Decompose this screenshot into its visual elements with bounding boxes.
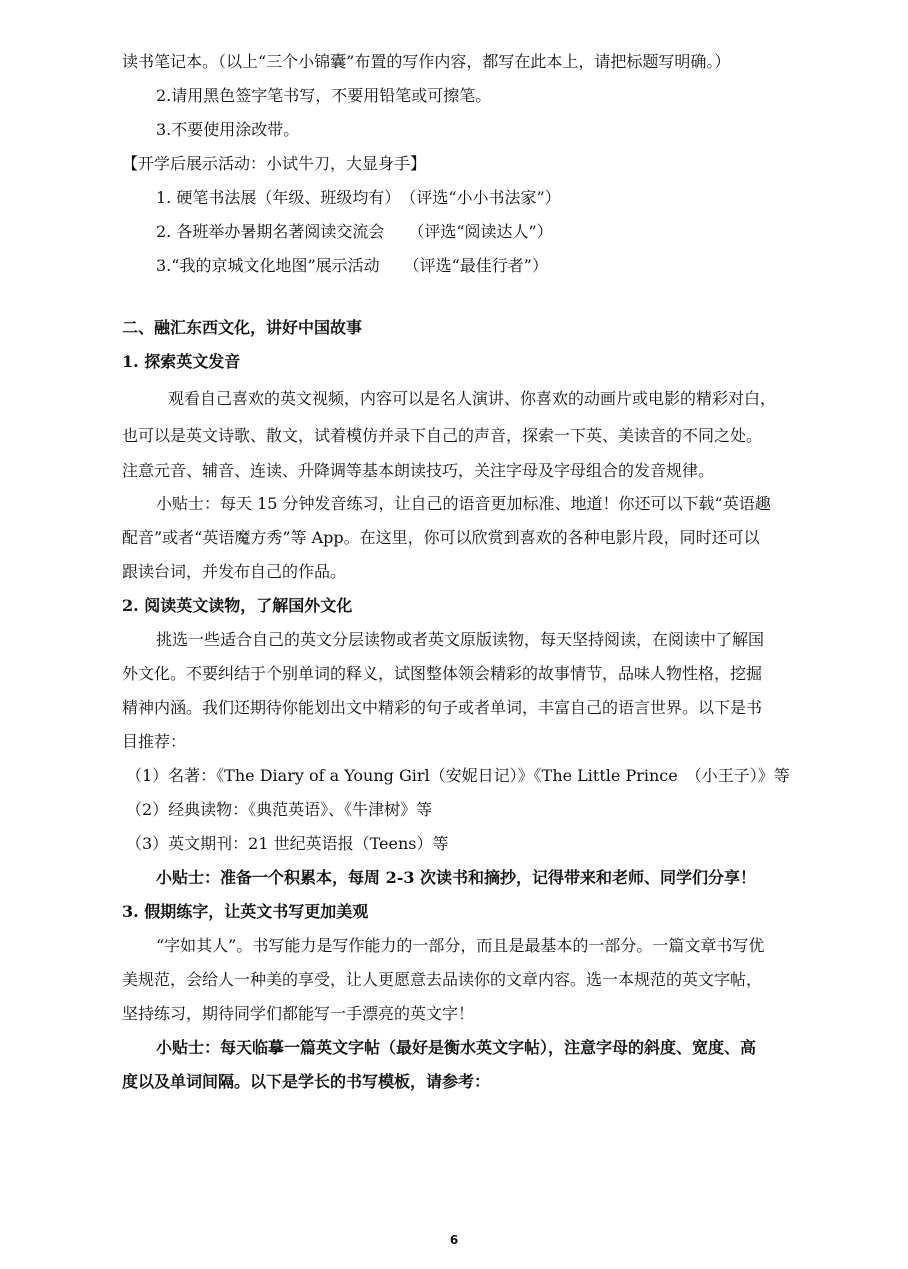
tip-line: 小贴士：每天 15 分钟发音练习，让自己的语音更加标准、地道！你还可以下载“英语趣	[156, 494, 771, 513]
text-line: 精神内涵。我们还期待你能划出文中精彩的句子或者单词，丰富自己的语言世界。以下是书	[122, 698, 763, 717]
subsection-heading: 1. 探索英文发音	[122, 352, 241, 371]
tip-line: 小贴士：准备一个积累本，每周 2-3 次读书和摘抄，记得带来和老师、同学们分享！	[156, 868, 757, 887]
text-line: 观看自己喜欢的英文视频，内容可以是名人演讲、你喜欢的动画片或电影的精彩对白，	[168, 389, 777, 408]
text-line: “字如其人”。书写能力是写作能力的一部分，而且是最基本的一部分。一篇文章书写优	[156, 936, 765, 955]
list-item: 1. 硬笔书法展（年级、班级均有） （评选“小小书法家”）	[156, 188, 561, 207]
text-line: 坚持练习，期待同学们都能写一手漂亮的英文字！	[122, 1004, 475, 1023]
text-line: 读书笔记本。（以上“三个小锦囊”布置的写作内容，都写在此本上，请把标题写明确。）	[122, 52, 731, 71]
tip-line: 配音”或者“英语魔方秀”等 App。在这里，你可以欣赏到喜欢的各种电影片段，同时还可以	[122, 528, 760, 547]
text-line: 挑选一些适合自己的英文分层读物或者英文原版读物，每天坚持阅读，在阅读中了解国	[156, 630, 765, 649]
subsection-heading: 3. 假期练字，让英文书写更加美观	[122, 902, 369, 921]
text-line: 注意元音、辅音、连读、升降调等基本朗读技巧，关注字母及字母组合的发音规律。	[122, 461, 715, 480]
tip-line: 度以及单词间隔。以下是学长的书写模板，请参考：	[122, 1072, 491, 1091]
text-line: 外文化。不要纠结于个别单词的释义，试图整体领会精彩的故事情节，品味人物性格，挖掘	[122, 664, 763, 683]
text-line: 也可以是英文诗歌、散文，试着模仿并录下自己的声音，探索一下英、美读音的不同之处。	[122, 426, 763, 445]
section-heading: 二、融汇东西文化，讲好中国故事	[122, 318, 363, 337]
book-list-item: （3）英文期刊：21 世纪英语报（Teens）等	[126, 834, 449, 853]
subsection-heading: 2. 阅读英文读物，了解国外文化	[122, 596, 353, 615]
tip-line: 跟读台词，并发布自己的作品。	[122, 562, 347, 581]
list-item: 3.“我的京城文化地图”展示活动 （评选“最佳行者”）	[156, 256, 548, 275]
book-list-item: （1）名著：《The Diary of a Young Girl（安妮日记）》《The Little Prince （小王子）》等	[126, 766, 790, 785]
text-line: 【开学后展示活动：小试牛刀，大显身手】	[122, 154, 427, 173]
text-line: 2.请用黑色签字笔书写，不要用铅笔或可擦笔。	[156, 86, 492, 105]
book-list-item: （2）经典读物：《典范英语》、《牛津树》等	[126, 800, 433, 819]
text-line: 3.不要使用涂改带。	[156, 120, 300, 139]
tip-line: 小贴士：每天临摹一篇英文字帖（最好是衡水英文字帖），注意字母的斜度、宽度、高	[156, 1038, 757, 1057]
text-line: 目推荐：	[122, 732, 187, 751]
text-line: 美规范，会给人一种美的享受，让人更愿意去品读你的文章内容。选一本规范的英文字帖，	[122, 970, 763, 989]
page-number: 6	[449, 1233, 459, 1247]
list-item: 2. 各班举办暑期名著阅读交流会 （评选“阅读达人”）	[156, 222, 553, 241]
